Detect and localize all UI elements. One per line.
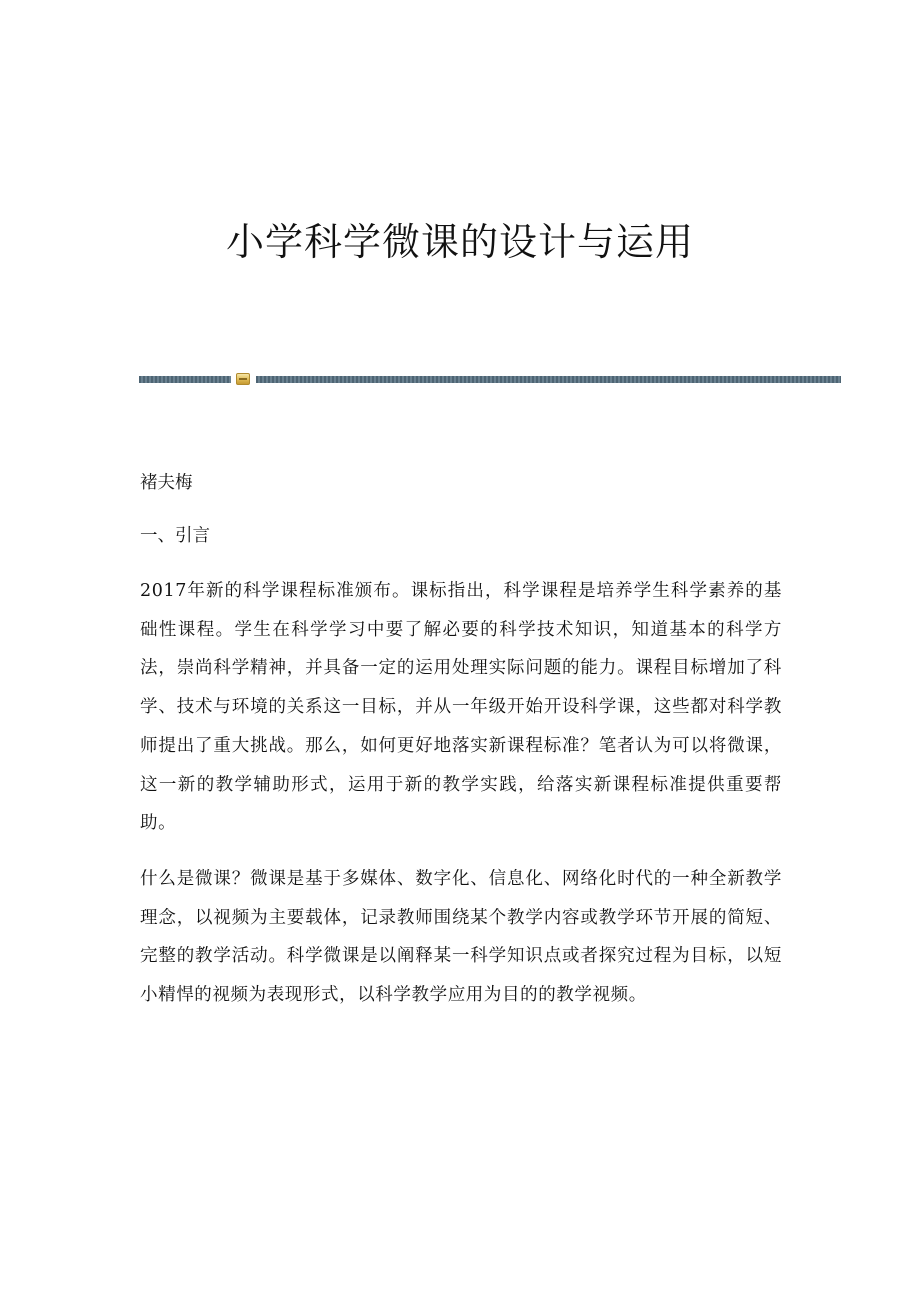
author-name: 褚夫梅	[140, 473, 193, 493]
divider-bar-left	[139, 376, 231, 383]
title-divider	[139, 373, 841, 385]
document-body	[140, 466, 782, 1015]
section-heading: 一、引言	[140, 526, 210, 546]
divider-ornament-icon	[236, 373, 250, 385]
divider-bar-right	[256, 376, 841, 383]
paragraph: 2017年新的科学课程标准颁布。课标指出，科学课程是培养学生科学素养的基础性课程。学生在科学学习中要了解必要的科学技术知识，知道基本的科学方法，崇尚科学精神，并具备一定的运用处理实际问题的能力。课程目标增加了科学、技术与环境的关系这一目标，并从一年级开始开设科学课，这些都对科学教师提出了重大挑战。那么，如何更好地落实新课程标准？笔者认为可以将微课，这一新的教学辅助形式，运用于新的教学实践，给落实新课程标准提供重要帮助。	[140, 581, 782, 834]
document-title: 小学科学微课的设计与运用	[225, 220, 694, 264]
paragraph: 什么是微课？微课是基于多媒体、数字化、信息化、网络化时代的一种全新教学理念，以视频为主要载体，记录教师围绕某个教学内容或教学环节开展的简短、完整的教学活动。科学微课是以阐释某一科学知识点或者探究过程为目标，以短小精悍的视频为表现形式，以科学教学应用为目的的教学视频。	[140, 868, 782, 1006]
